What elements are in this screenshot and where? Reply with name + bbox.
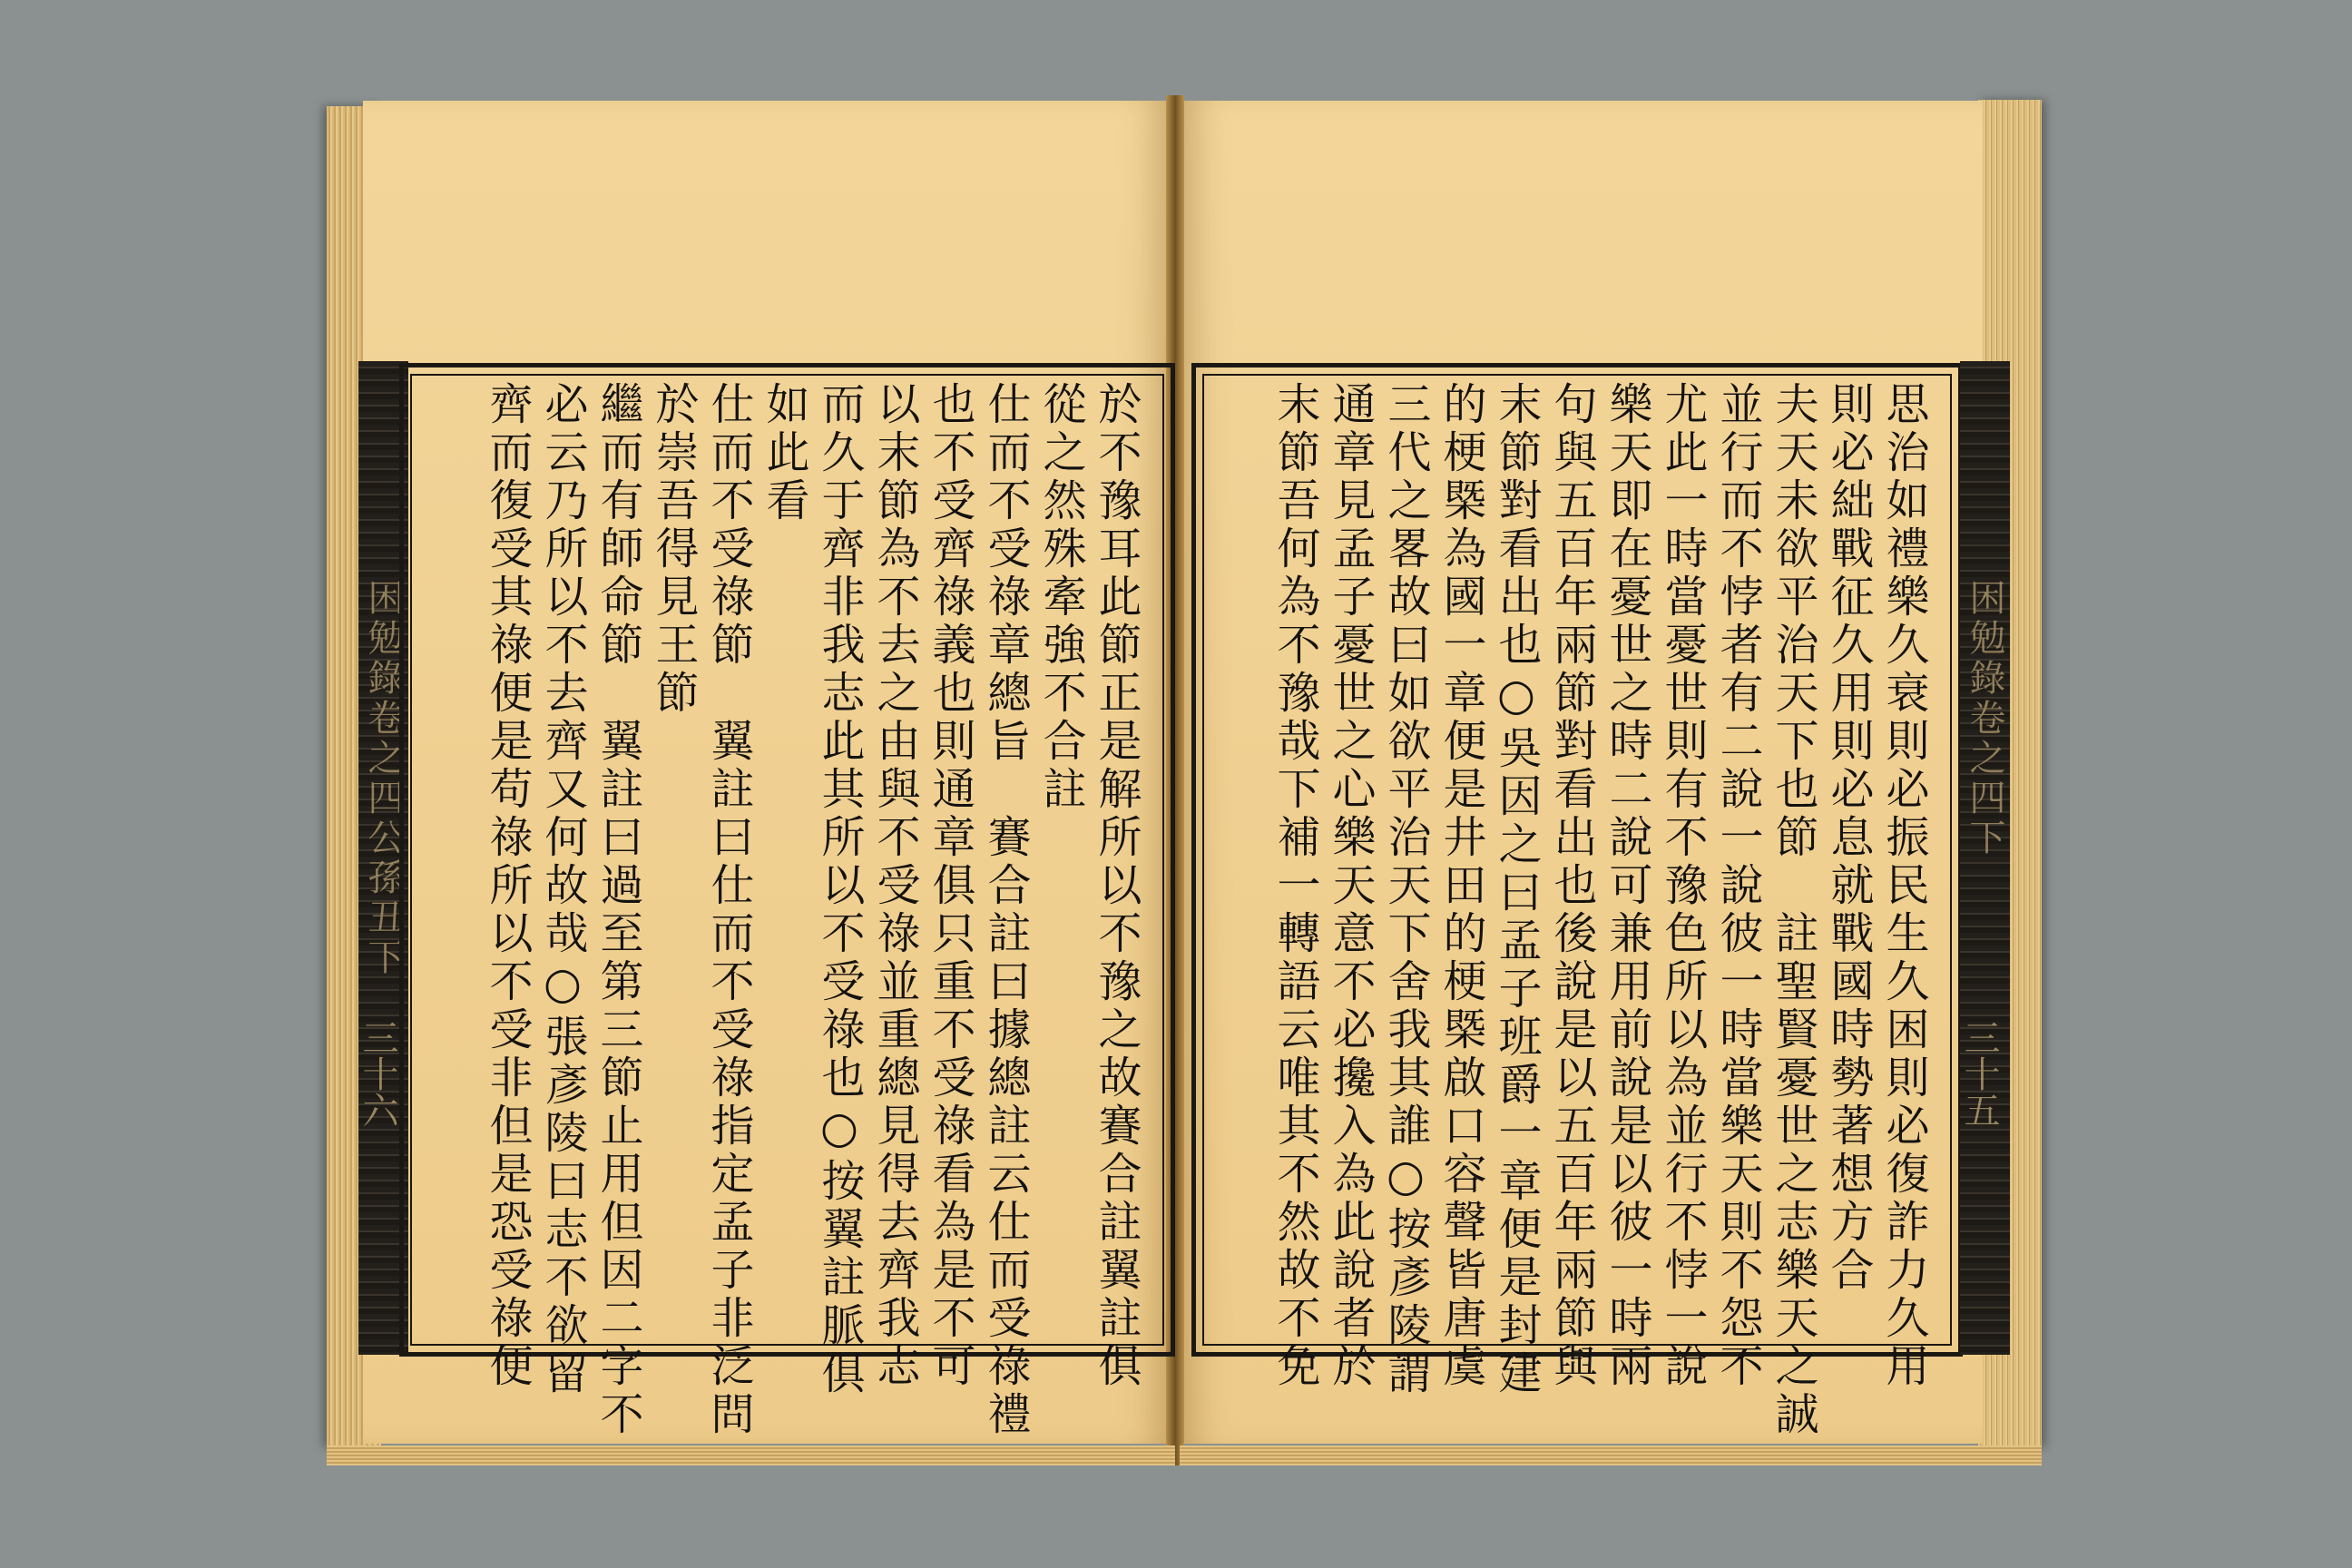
text-column: 齊而復受其祿便是苟祿所以不受非但是恐受祿便 bbox=[482, 381, 533, 1391]
text-column: 也不受齊祿義也則通章俱只重不受祿看為是不可 bbox=[925, 381, 975, 1391]
text-column: 句與五百年兩節對看出也後說是以五百年兩節與 bbox=[1546, 381, 1597, 1391]
text-column: 繼而有師命節 翼註曰過至第三節止用但因二字不 bbox=[593, 381, 643, 1439]
text-column: 末節吾何為不豫哉下補一轉語云唯其不然故不免 bbox=[1269, 381, 1320, 1391]
text-column: 而久于齊非我志此其所以不受祿也○按翼註脈俱 bbox=[814, 381, 865, 1398]
text-column: 則必絀戰征久用則必息就戰國時勢著想方合 bbox=[1823, 381, 1874, 1295]
text-column: 於不豫耳此節正是解所以不豫之故賽合註翼註俱 bbox=[1091, 381, 1142, 1391]
text-column: 必云乃所以不去齊又何故哉○張彥陵曰志不欲留 bbox=[537, 381, 588, 1398]
text-column: 仕而不受祿節 翼註曰仕而不受祿指定孟子非泛問 bbox=[703, 381, 754, 1439]
right-fold-title: 困勉錄卷之四下 bbox=[1964, 579, 2005, 858]
text-column: 如此看 bbox=[759, 381, 809, 525]
text-column: 三代之畧故曰如欲平治天下舍我其誰○按彥陵謂 bbox=[1380, 381, 1431, 1398]
right-fold-margin bbox=[1960, 361, 2010, 1355]
text-column: 末節對看出也○吳因之曰孟子班爵一章便是封建 bbox=[1491, 381, 1542, 1398]
left-page-number: 三十六 bbox=[357, 1019, 398, 1128]
text-column: 思治如禮樂久衰則必振民生久困則必復詐力久用 bbox=[1878, 381, 1929, 1391]
left-fold-title: 困勉錄卷之四公孫丑下 bbox=[362, 579, 404, 978]
text-column: 從之然殊牽強不合註 bbox=[1035, 381, 1086, 814]
page-bottom-edge-left bbox=[327, 1446, 1175, 1465]
page-bottom-edge-right bbox=[1180, 1446, 2042, 1465]
text-column: 並行而不悖者有二說一說彼一時當樂天則不怨不 bbox=[1712, 381, 1763, 1391]
text-column: 以末節為不去之由與不受祿並重總見得去齊我志 bbox=[869, 381, 920, 1391]
text-column: 的梗槩為國一章便是井田的梗槩啟口容聲皆唐虞 bbox=[1436, 381, 1486, 1391]
text-column: 通章見孟子憂世之心樂天意不必攙入為此說者於 bbox=[1325, 381, 1376, 1391]
text-column: 尤此一時當憂世則有不豫色所以為並行不悖一說 bbox=[1657, 381, 1708, 1391]
text-column: 仕而不受祿章總旨 賽合註曰據總註云仕而受祿禮 bbox=[980, 381, 1031, 1439]
right-page-number: 三十五 bbox=[1958, 1019, 2000, 1128]
text-column: 樂天即在憂世之時二說可兼用前說是以彼一時兩 bbox=[1602, 381, 1652, 1391]
text-column: 夫天未欲平治天下也節 註聖賢憂世之志樂天之誠 bbox=[1768, 381, 1818, 1439]
right-text-block bbox=[1214, 381, 1931, 1439]
text-column: 於崇吾得見王節 bbox=[648, 381, 699, 718]
left-text-block bbox=[426, 381, 1143, 1439]
